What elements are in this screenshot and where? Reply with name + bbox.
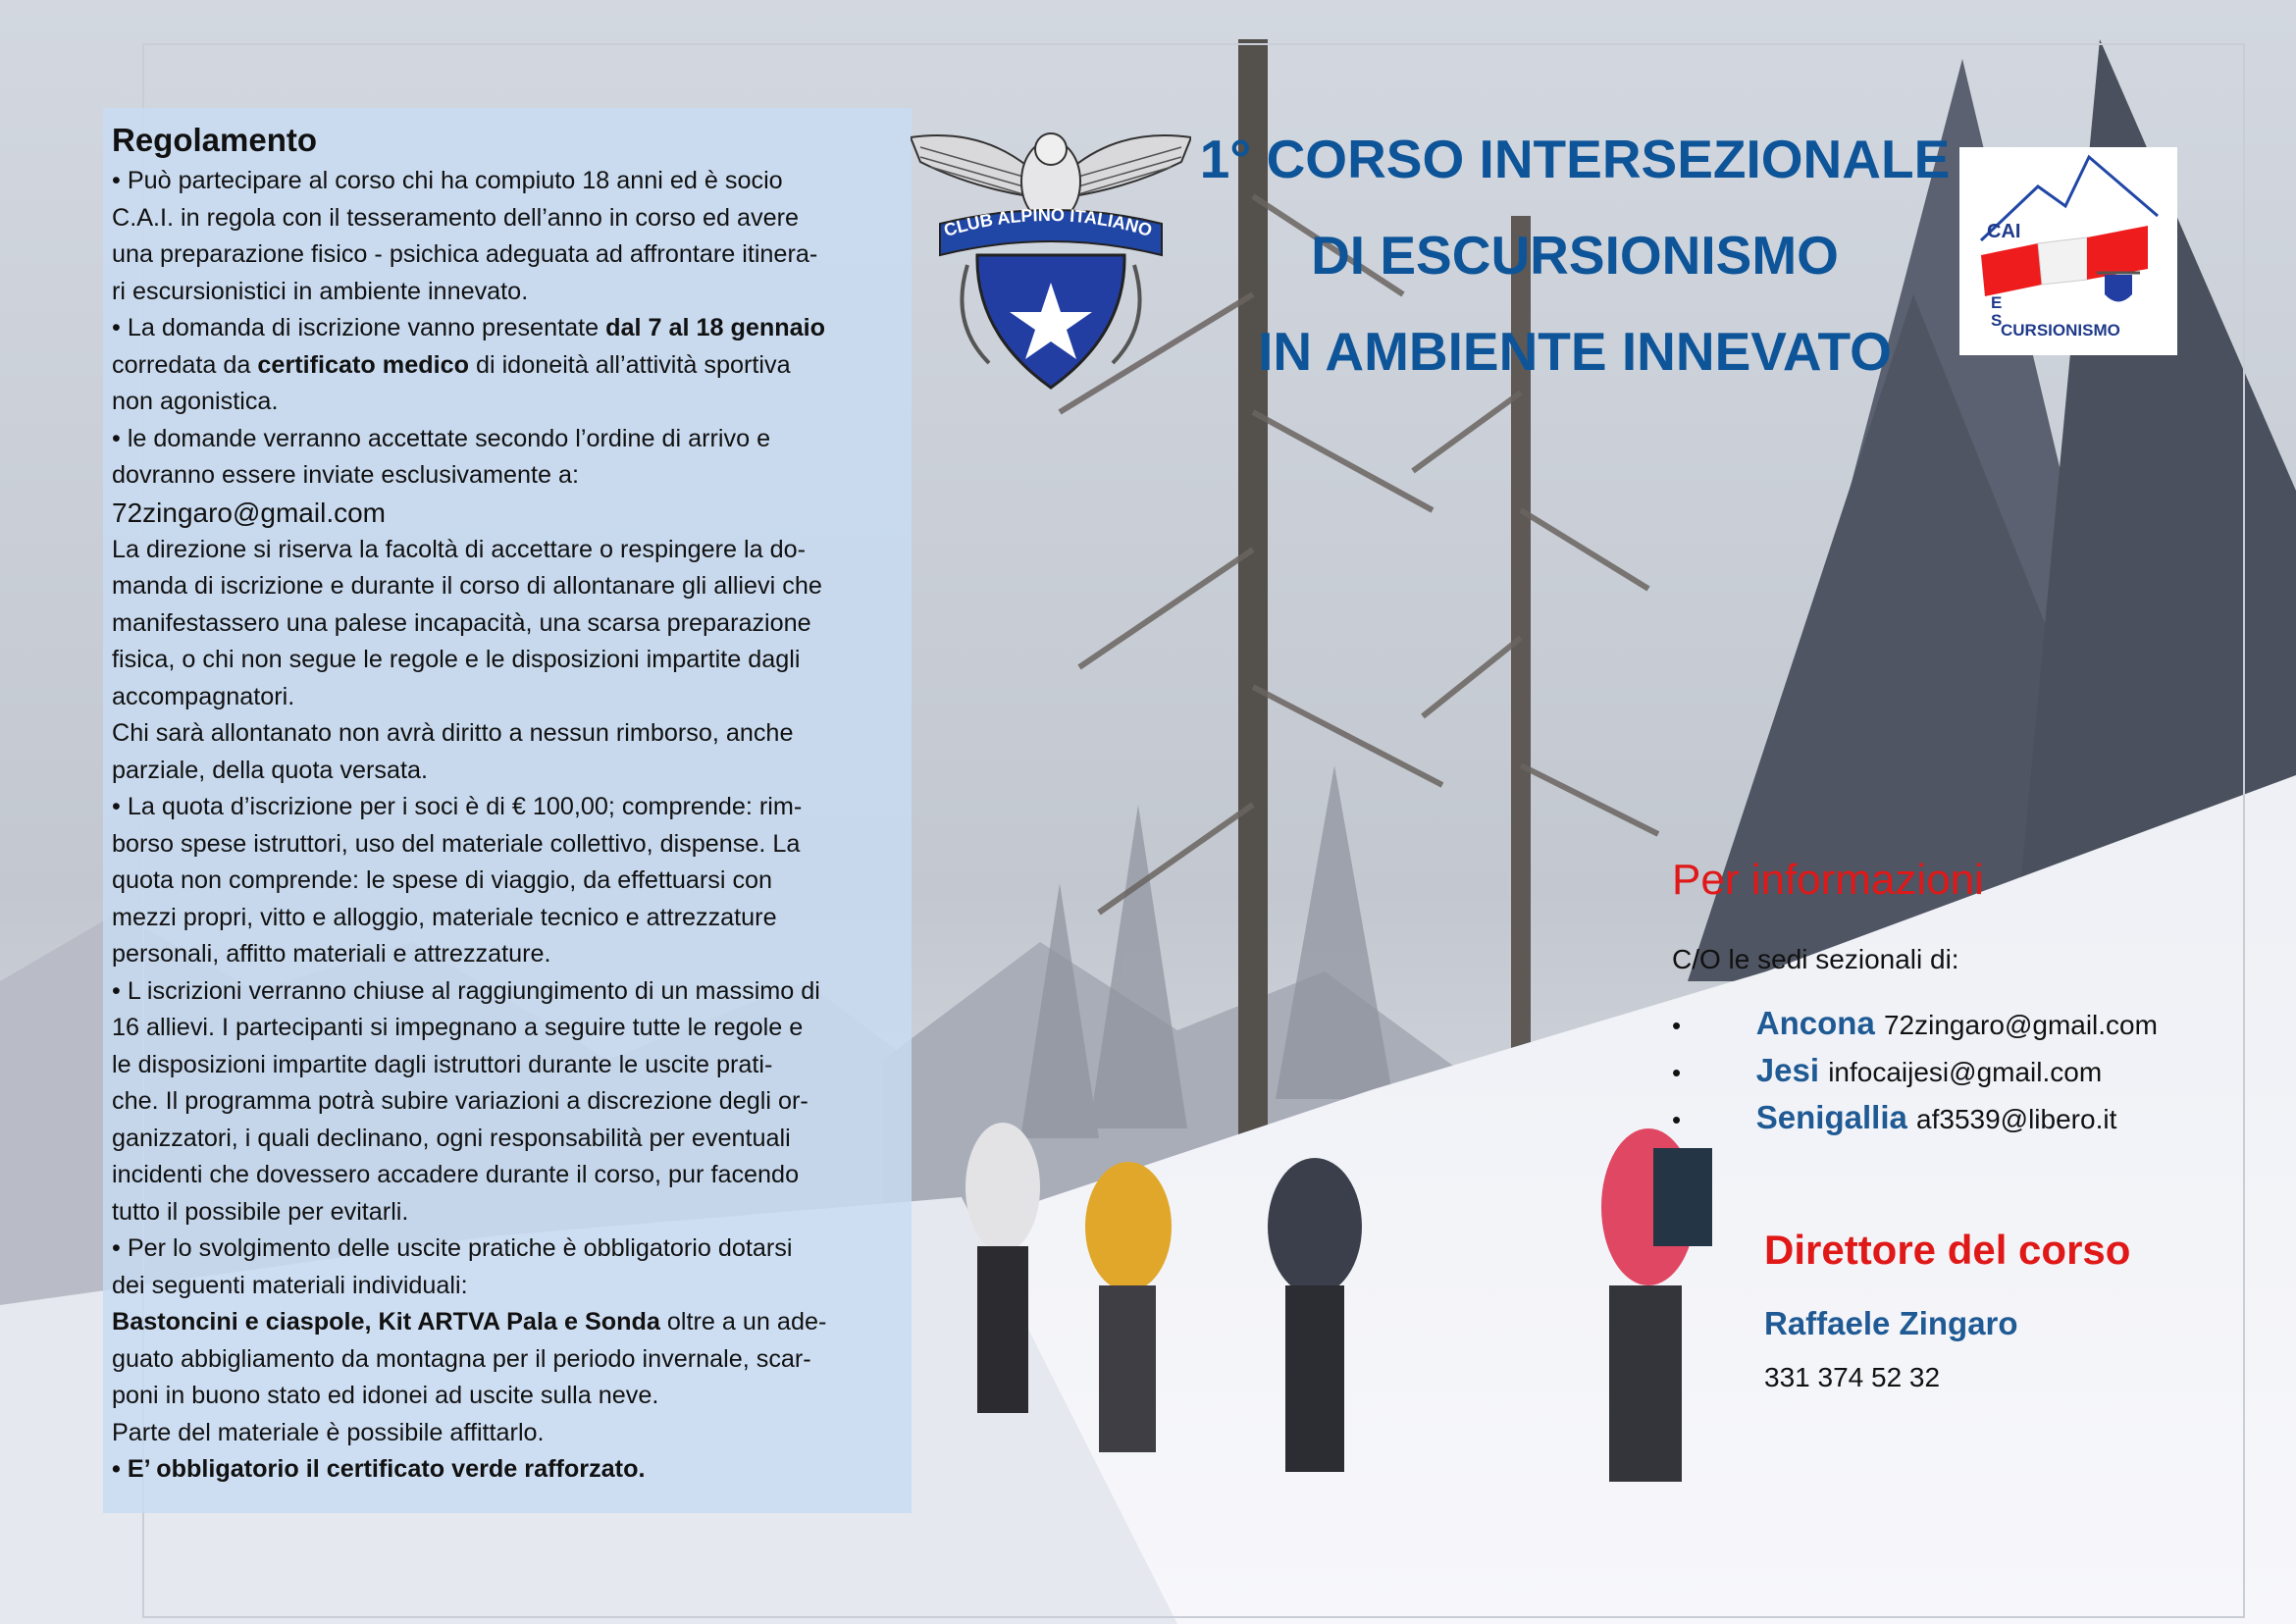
reg-line: dovranno essere inviate esclusivamente a: [112, 461, 580, 489]
reg-line: incidenti che dovessero accadere durante il corso, pur facendo [112, 1161, 800, 1188]
reg-line: dei seguenti materiali individuali: [112, 1271, 468, 1299]
contact-email-link[interactable]: infocaijesi@gmail.com [1828, 1057, 2103, 1087]
reg-line: • La quota d’iscrizione per i soci è di € 100,00; comprende: rim- [112, 793, 803, 820]
reg-line: accompagnatori. [112, 682, 295, 710]
contact-item [1672, 1052, 2158, 1099]
title-line-1: 1° CORSO INTERSEZIONALE [1199, 129, 1951, 189]
info-subtitle: C/O le sedi sezionali di: [1672, 944, 1959, 974]
reg-line: La direzione si riserva la facoltà di accettare o respingere la do- [112, 535, 807, 563]
reg-line: quota non comprende: le spese di viaggio, da effettuarsi con [112, 866, 773, 894]
regolamento-text [112, 118, 907, 1489]
reg-line: una preparazione fisico - psichica adeguata ad affrontare itinera- [112, 240, 818, 268]
cai-eagle-logo [911, 108, 1191, 393]
title-line-2: DI ESCURSIONISMO [1311, 225, 1839, 286]
esc-logo-s: S [1991, 311, 2003, 330]
cai-escursionismo-logo [1959, 147, 2177, 355]
reg-line: corredata da certificato medico di idoneità all’attività sportiva [112, 350, 791, 379]
esc-logo-cai: CAI [1987, 221, 2021, 242]
reg-line: ganizzatori, i quali declinano, ogni responsabilità per eventuali [112, 1124, 791, 1152]
reg-line: non agonistica. [112, 388, 279, 415]
director-name: Raffaele Zingaro [1764, 1305, 2018, 1341]
reg-line: • E’ obbligatorio il certificato verde rafforzato. [112, 1455, 646, 1483]
contact-item [1672, 1099, 2158, 1146]
director-title: Direttore del corso [1764, 1227, 2131, 1273]
regolamento-email-link[interactable]: 72zingaro@gmail.com [112, 497, 386, 528]
contact-item [1672, 1005, 2158, 1052]
contact-city: Jesi [1755, 1052, 1829, 1088]
cai-ring-text: CLUB ALPINO ITALIANO [941, 204, 1155, 240]
reg-line: guato abbigliamento da montagna per il periodo invernale, scar- [112, 1344, 811, 1373]
reg-line: • L iscrizioni verranno chiuse al raggiungimento di un massimo di [112, 976, 820, 1005]
contact-email-link[interactable]: af3539@libero.it [1916, 1104, 2117, 1134]
info-title: Per informazioni [1672, 856, 1984, 904]
reg-line: personali, affitto materiali e attrezzature. [112, 940, 551, 968]
reg-line: tutto il possibile per evitarli. [112, 1197, 409, 1226]
contact-list [1672, 1005, 2158, 1146]
bullet-icon: • [1672, 1011, 1682, 1040]
reg-line: 16 allievi. I partecipanti si impegnano a seguire tutte le regole e [112, 1014, 804, 1041]
course-title [1182, 111, 1967, 399]
reg-line: Parte del materiale è possibile affittarlo. [112, 1418, 545, 1446]
bullet-icon: • [1672, 1105, 1682, 1134]
reg-line: • Per lo svolgimento delle uscite pratiche è obbligatorio dotarsi [112, 1234, 793, 1262]
reg-line: fisica, o chi non segue le regole e le disposizioni impartite dagli [112, 646, 801, 673]
reg-line: C.A.I. in regola con il tesseramento dell’anno in corso ed avere [112, 203, 800, 232]
reg-line: • La domanda di iscrizione vanno presentate dal 7 al 18 gennaio [112, 314, 826, 341]
reg-line: • Può partecipare al corso chi ha compiuto 18 anni ed è socio [112, 167, 783, 194]
director-phone: 331 374 52 32 [1764, 1362, 1941, 1392]
reg-line: manifestassero una palese incapacità, una scarsa preparazione [112, 608, 811, 637]
reg-line: Chi sarà allontanato non avrà diritto a nessun rimborso, anche [112, 719, 794, 747]
reg-line: mezzi propri, vitto e alloggio, materiale tecnico e attrezzature [112, 903, 777, 931]
bullet-icon: • [1672, 1058, 1682, 1087]
reg-line: borso spese istruttori, uso del materiale collettivo, dispense. La [112, 829, 801, 858]
contact-city: Ancona [1755, 1005, 1884, 1041]
reg-line: parziale, della quota versata. [112, 756, 429, 784]
reg-line: ri escursionistici in ambiente innevato. [112, 277, 529, 305]
contact-city: Senigallia [1755, 1099, 1917, 1135]
title-line-3: IN AMBIENTE INNEVATO [1258, 321, 1892, 382]
reg-line: poni in buono stato ed idonei ad uscite sulla neve. [112, 1382, 659, 1409]
reg-line: manda di iscrizione e durante il corso di allontanare gli allievi che [112, 572, 822, 600]
reg-line: le disposizioni impartite dagli istruttori durante le uscite prati- [112, 1050, 773, 1078]
esc-logo-rest: CURSIONISMO [2001, 321, 2120, 340]
reg-line: • le domande verranno accettate secondo l’ordine di arrivo e [112, 424, 771, 452]
esc-logo-e: E [1991, 293, 2003, 312]
contact-email-link[interactable]: 72zingaro@gmail.com [1883, 1010, 2158, 1040]
reg-line: che. Il programma potrà subire variazioni a discrezione degli or- [112, 1087, 809, 1115]
regolamento-title: Regolamento [112, 122, 318, 158]
reg-line: Bastoncini e ciaspole, Kit ARTVA Pala e Sonda oltre a un ade- [112, 1308, 827, 1336]
